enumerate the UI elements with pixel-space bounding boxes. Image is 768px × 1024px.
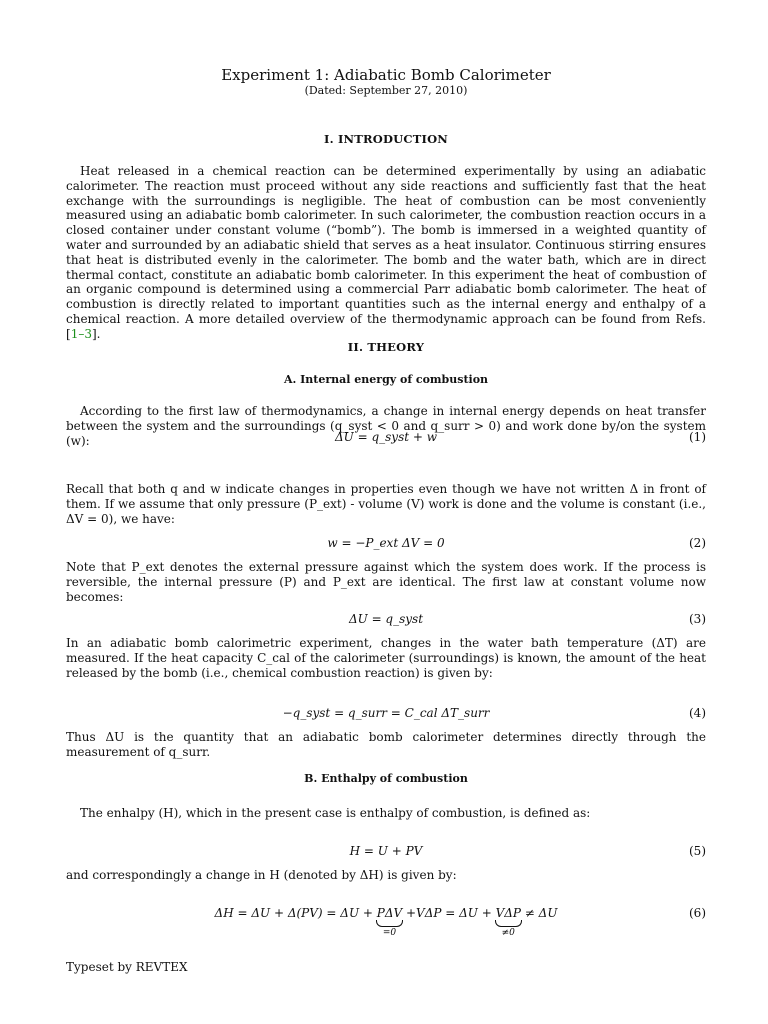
equation-5-number: (5) — [689, 844, 706, 858]
underbrace-v-delta-p: VΔP ≠0 — [495, 906, 521, 938]
equation-4-number: (4) — [689, 706, 706, 720]
equation-6 — [66, 906, 706, 938]
equation-6-expression: ΔH = ΔU + Δ(PV) = ΔU + PΔV =0 +VΔP = ΔU + VΔP ≠0 ≠ ΔU — [214, 906, 558, 938]
underbrace-p-delta-v: PΔV =0 — [376, 906, 403, 938]
section-heading-theory: II. THEORY — [347, 340, 425, 354]
equation-2-number: (2) — [689, 536, 706, 550]
citation-link-1[interactable]: 1 — [70, 326, 79, 341]
equation-5-expression: H = U + PV — [349, 844, 423, 858]
equation-3 — [66, 612, 706, 628]
underbrace-label-zero: =0 — [382, 928, 397, 938]
intro-paragraph: Heat released in a chemical reaction can be determined experimentally by using an adiabatic calorimeter. The reaction must proceed without any side reactions and sufficiently fast that the heat exchange with the surroundings is negligible. The heat of combustion can be most conveniently measured using an adiabatic bomb calorimeter. In such calorimeter, the combustion reaction occurs in a closed container under constant volume (“bomb”). The bomb is immersed in a weighted quantity of water and surrounded by an adiabatic shield that serves as a heat insulator. Continuous stirring ensures that heat is distributed evenly in the calorimeter. The bomb and the water bath, which are in direct thermal contact, constitute an adiabatic bomb calorimeter. In this experiment the heat of combustion of an organic compound is determined using a commercial Parr adiabatic bomb calorimeter. The heat of combustion is directly related to important quantities such as the internal energy and enthalpy of a chemical reaction. A more detailed overview of the thermodynamic approach can be found from Refs. [1–3]. — [66, 164, 706, 341]
theory-a-paragraph-2: Recall that both q and w indicate changes in properties even though we have not written Δ in front of them. If we assume that only pressure (P_ext) - volume (V) work is done and the volume is constant (i.e., ΔV = 0), we have: — [66, 482, 706, 526]
equation-6-number: (6) — [689, 906, 706, 920]
theory-b-paragraph-1: The enhalpy (H), which in the present case is enthalpy of combustion, is defined as: — [80, 806, 591, 820]
intro-tail: ]. — [91, 326, 101, 341]
theory-a-paragraph-5: Thus ΔU is the quantity that an adiabatic bomb calorimeter determines directly through the measurement of q_surr. — [66, 730, 706, 759]
theory-a-paragraph-1: According to the first law of thermodynamics, a change in internal energy depends on heat transfer between the system and the surroundings (q_syst < 0 and q_surr > 0) and work done by/on the system (w): — [66, 404, 706, 448]
equation-1-expression: ΔU = q_syst + w — [334, 430, 438, 444]
equation-3-expression: ΔU = q_syst — [348, 612, 424, 626]
typeset-footer: Typeset by REVTEX — [66, 960, 188, 974]
equation-2 — [66, 536, 706, 552]
paper-date: (Dated: September 27, 2010) — [304, 84, 468, 97]
equation-2-expression: w = −P_ext ΔV = 0 — [327, 536, 445, 550]
subsection-heading-enthalpy: B. Enthalpy of combustion — [304, 772, 468, 785]
underbrace-label-nonzero: ≠0 — [501, 928, 515, 938]
equation-1-number: (1) — [689, 430, 706, 444]
equation-3-number: (3) — [689, 612, 706, 626]
citation-sep: – — [78, 326, 85, 341]
subsection-heading-internal-energy: A. Internal energy of combustion — [283, 373, 489, 386]
equation-4 — [66, 706, 706, 722]
section-heading-introduction: I. INTRODUCTION — [323, 132, 449, 146]
paper-title: Experiment 1: Adiabatic Bomb Calorimeter — [221, 66, 551, 84]
intro-text: Heat released in a chemical reaction can be determined experimentally by using an adiabatic calorimeter. The reaction must proceed without any side reactions and sufficiently fast that the heat exchange with the surroundings is negligible. The heat of combustion can be most conveniently measured using an adiabatic bomb calorimeter. In such calorimeter, the combustion reaction occurs in a closed container under constant volume (“bomb”). The bomb is immersed in a weighted quantity of water and surrounded by an adiabatic shield that serves as a heat insulator. Continuous stirring ensures that heat is distributed evenly in the calorimeter. The bomb and the water bath, which are in direct thermal contact, constitute an adiabatic bomb calorimeter. In this experiment the heat of combustion of an organic compound is determined using a commercial Parr adiabatic bomb calorimeter. The heat of combustion is directly related to important quantities such as the internal energy and enthalpy of a chemical reaction. A more detailed overview of the thermodynamic approach can be found from Refs. — [66, 164, 706, 326]
underbrace-shape — [495, 920, 522, 927]
equation-1 — [66, 430, 706, 446]
underbrace-shape — [376, 920, 403, 927]
citation-link-3[interactable]: 3 — [84, 326, 92, 341]
theory-b-paragraph-2: and correspondingly a change in H (denoted by ΔH) is given by: — [66, 868, 457, 882]
equation-5 — [66, 844, 706, 860]
theory-a-paragraph-3: Note that P_ext denotes the external pressure against which the system does work. If the process is reversible, the internal pressure (P) and P_ext are identical. The first law at constant volume now becomes: — [66, 560, 706, 604]
equation-4-expression: −q_syst = q_surr = C_cal ΔT_surr — [282, 706, 490, 720]
theory-a-paragraph-4: In an adiabatic bomb calorimetric experiment, changes in the water bath temperature (ΔT) are measured. If the heat capacity C_cal of the calorimeter (surroundings) is known, the amount of the heat released by the bomb (i.e., chemical combustion reaction) is given by: — [66, 636, 706, 680]
